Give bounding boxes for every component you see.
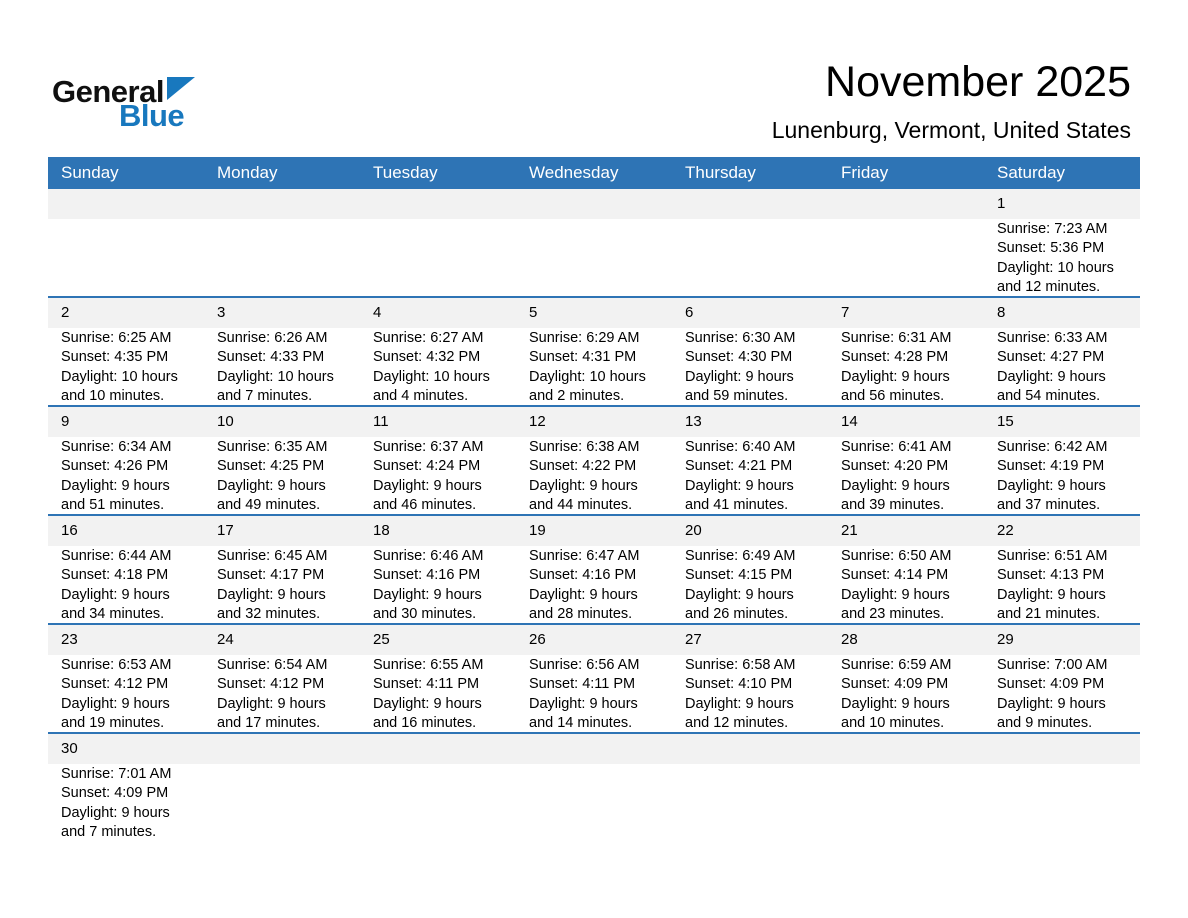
daylight-hours-text: Daylight: 9 hours [685,695,794,712]
day-details [516,764,672,841]
day-details [672,437,828,514]
calendar-location: Lunenburg, Vermont, United States [771,117,1131,144]
day-number: 6 [672,298,828,328]
sunset-text: Sunset: 4:16 PM [373,567,481,584]
day-number [516,189,672,219]
day-details [360,764,516,841]
sunset-text: Sunset: 4:10 PM [685,676,793,693]
week-row [48,732,1140,841]
weekday-label-wednesday: Wednesday [529,163,619,182]
week-row [48,514,1140,623]
sunset-text: Sunset: 4:32 PM [373,349,481,366]
daylight-minutes-text: and 39 minutes. [841,497,945,514]
sunrise-text: Sunrise: 6:45 AM [217,548,328,564]
day-details [204,764,360,841]
daylight-hours-text: Daylight: 9 hours [997,368,1106,385]
sunrise-text: Sunrise: 6:29 AM [529,330,640,346]
week-row [48,623,1140,732]
sunset-text: Sunset: 4:09 PM [841,676,949,693]
day-details [360,437,516,514]
daylight-minutes-text: and 9 minutes. [997,715,1093,732]
sunset-text: Sunset: 4:09 PM [997,676,1105,693]
daylight-minutes-text: and 56 minutes. [841,388,945,405]
sunrise-text: Sunrise: 6:37 AM [373,439,484,455]
day-cell [204,189,360,296]
day-details [984,219,1140,296]
day-cell [984,407,1140,514]
day-cell [360,516,516,623]
sunrise-text: Sunrise: 6:42 AM [997,439,1108,455]
day-cell [984,516,1140,623]
day-details [984,764,1140,841]
daylight-minutes-text: and 16 minutes. [373,715,477,732]
sunset-text: Sunset: 4:11 PM [373,676,480,693]
daylight-hours-text: Daylight: 9 hours [997,477,1106,494]
sunset-text: Sunset: 4:13 PM [997,567,1105,584]
day-number: 14 [828,407,984,437]
day-details [828,437,984,514]
daylight-hours-text: Daylight: 9 hours [61,477,170,494]
day-number: 13 [672,407,828,437]
day-details [204,437,360,514]
daylight-minutes-text: and 54 minutes. [997,388,1101,405]
day-cell [204,516,360,623]
logo-blue-text: Blue [119,98,185,133]
sunset-text: Sunset: 4:25 PM [217,458,325,475]
day-details [48,764,204,841]
day-details [360,546,516,623]
day-cell [984,189,1140,296]
sunrise-text: Sunrise: 6:38 AM [529,439,640,455]
day-details [360,328,516,405]
weeks-container [48,189,1140,841]
daylight-minutes-text: and 37 minutes. [997,497,1101,514]
daylight-minutes-text: and 32 minutes. [217,606,321,623]
day-cell [516,298,672,405]
sunrise-text: Sunrise: 6:27 AM [373,330,484,346]
day-cell [672,516,828,623]
day-details [984,546,1140,623]
sunrise-text: Sunrise: 6:41 AM [841,439,952,455]
daylight-minutes-text: and 41 minutes. [685,497,789,514]
day-details [984,655,1140,732]
day-cell [672,298,828,405]
sunset-text: Sunset: 4:16 PM [529,567,637,584]
day-cell [828,734,984,841]
daylight-hours-text: Daylight: 9 hours [61,586,170,603]
day-number: 11 [360,407,516,437]
sunset-text: Sunset: 4:09 PM [61,785,169,802]
day-number [204,189,360,219]
week-row [48,405,1140,514]
daylight-hours-text: Daylight: 9 hours [217,695,326,712]
daylight-minutes-text: and 51 minutes. [61,497,165,514]
day-details [516,328,672,405]
day-cell [360,625,516,732]
sunset-text: Sunset: 4:15 PM [685,567,793,584]
week-row [48,189,1140,296]
day-cell [48,298,204,405]
day-number: 9 [48,407,204,437]
sunrise-text: Sunrise: 6:46 AM [373,548,484,564]
day-details [204,219,360,296]
daylight-minutes-text: and 7 minutes. [61,824,157,841]
sunset-text: Sunset: 4:12 PM [61,676,169,693]
general-blue-logo [52,76,222,131]
day-number: 3 [204,298,360,328]
day-cell [48,189,204,296]
weekday-label-sunday: Sunday [61,163,119,182]
sunset-text: Sunset: 4:24 PM [373,458,481,475]
day-number: 30 [48,734,204,764]
calendar-grid [48,157,1140,841]
sunrise-text: Sunrise: 6:33 AM [997,330,1108,346]
daylight-minutes-text: and 4 minutes. [373,388,469,405]
day-number: 15 [984,407,1140,437]
daylight-minutes-text: and 23 minutes. [841,606,945,623]
week-row [48,296,1140,405]
daylight-hours-text: Daylight: 9 hours [529,695,638,712]
daylight-hours-text: Daylight: 9 hours [373,695,482,712]
day-details [828,328,984,405]
day-cell [48,625,204,732]
day-cell [204,734,360,841]
day-number [204,734,360,764]
day-cell [48,407,204,514]
daylight-hours-text: Daylight: 9 hours [685,586,794,603]
daylight-minutes-text: and 44 minutes. [529,497,633,514]
weekday-label-monday: Monday [217,163,278,182]
sunrise-text: Sunrise: 6:35 AM [217,439,328,455]
weekday-label-tuesday: Tuesday [373,163,438,182]
day-cell [828,625,984,732]
day-cell [672,625,828,732]
day-cell [984,734,1140,841]
sunrise-text: Sunrise: 6:25 AM [61,330,172,346]
day-cell [672,734,828,841]
sunrise-text: Sunrise: 6:30 AM [685,330,796,346]
day-number: 28 [828,625,984,655]
day-cell [672,407,828,514]
day-details [828,219,984,296]
day-details [516,437,672,514]
daylight-hours-text: Daylight: 9 hours [841,695,950,712]
sunset-text: Sunset: 4:22 PM [529,458,637,475]
daylight-hours-text: Daylight: 9 hours [685,477,794,494]
day-number: 27 [672,625,828,655]
day-number: 22 [984,516,1140,546]
day-details [48,655,204,732]
day-cell [828,516,984,623]
day-cell [516,516,672,623]
day-number: 20 [672,516,828,546]
day-cell [516,407,672,514]
daylight-minutes-text: and 12 minutes. [997,279,1101,296]
sunset-text: Sunset: 4:19 PM [997,458,1105,475]
sunrise-text: Sunrise: 6:47 AM [529,548,640,564]
daylight-minutes-text: and 7 minutes. [217,388,313,405]
sunrise-text: Sunrise: 6:26 AM [217,330,328,346]
daylight-hours-text: Daylight: 9 hours [529,586,638,603]
day-cell [48,516,204,623]
daylight-minutes-text: and 10 minutes. [841,715,945,732]
sunrise-text: Sunrise: 6:55 AM [373,657,484,673]
logo-general-text: General [52,74,164,109]
day-cell [672,189,828,296]
logo-pennant-icon [167,77,195,100]
daylight-minutes-text: and 10 minutes. [61,388,165,405]
day-cell [360,734,516,841]
daylight-minutes-text: and 46 minutes. [373,497,477,514]
daylight-minutes-text: and 26 minutes. [685,606,789,623]
day-details [48,546,204,623]
day-number [828,189,984,219]
day-cell [828,407,984,514]
day-details [360,219,516,296]
sunset-text: Sunset: 4:35 PM [61,349,169,366]
day-details [204,328,360,405]
day-number: 7 [828,298,984,328]
daylight-hours-text: Daylight: 9 hours [217,586,326,603]
day-number [672,189,828,219]
sunset-text: Sunset: 4:33 PM [217,349,325,366]
day-details [672,328,828,405]
sunrise-text: Sunrise: 6:44 AM [61,548,172,564]
weekday-label-thursday: Thursday [685,163,756,182]
daylight-minutes-text: and 2 minutes. [529,388,625,405]
daylight-hours-text: Daylight: 9 hours [997,695,1106,712]
sunset-text: Sunset: 4:28 PM [841,349,949,366]
day-number: 18 [360,516,516,546]
day-cell [828,298,984,405]
daylight-hours-text: Daylight: 10 hours [217,368,334,385]
day-number [360,189,516,219]
day-details [984,437,1140,514]
daylight-minutes-text: and 59 minutes. [685,388,789,405]
day-details [672,546,828,623]
day-cell [984,298,1140,405]
sunset-text: Sunset: 4:18 PM [61,567,169,584]
day-details [828,546,984,623]
day-cell [516,625,672,732]
day-details [48,437,204,514]
day-details [48,328,204,405]
daylight-minutes-text: and 49 minutes. [217,497,321,514]
day-details [672,655,828,732]
day-cell [516,734,672,841]
day-details [672,219,828,296]
sunset-text: Sunset: 4:17 PM [217,567,325,584]
day-cell [360,407,516,514]
daylight-minutes-text: and 30 minutes. [373,606,477,623]
day-number: 16 [48,516,204,546]
day-details [672,764,828,841]
day-number [48,189,204,219]
daylight-hours-text: Daylight: 9 hours [217,477,326,494]
day-cell [204,407,360,514]
daylight-hours-text: Daylight: 10 hours [997,259,1114,276]
day-details [984,328,1140,405]
day-cell [204,625,360,732]
day-details [204,546,360,623]
calendar-month-title: November 2025 [825,58,1131,106]
day-number: 26 [516,625,672,655]
day-details [48,219,204,296]
weekday-label-friday: Friday [841,163,889,182]
day-details [360,655,516,732]
day-number: 5 [516,298,672,328]
day-number: 10 [204,407,360,437]
sunrise-text: Sunrise: 6:31 AM [841,330,952,346]
sunset-text: Sunset: 4:31 PM [529,349,637,366]
daylight-hours-text: Daylight: 9 hours [997,586,1106,603]
daylight-hours-text: Daylight: 10 hours [61,368,178,385]
sunset-text: Sunset: 4:20 PM [841,458,949,475]
sunrise-text: Sunrise: 6:53 AM [61,657,172,673]
daylight-minutes-text: and 28 minutes. [529,606,633,623]
daylight-hours-text: Daylight: 9 hours [373,477,482,494]
day-number: 25 [360,625,516,655]
day-details [204,655,360,732]
day-details [828,764,984,841]
sunset-text: Sunset: 4:14 PM [841,567,949,584]
day-number [360,734,516,764]
day-number: 12 [516,407,672,437]
day-cell [828,189,984,296]
day-number [828,734,984,764]
sunset-text: Sunset: 4:30 PM [685,349,793,366]
day-number [516,734,672,764]
header-titles [772,58,1131,144]
day-number: 1 [984,189,1140,219]
daylight-minutes-text: and 34 minutes. [61,606,165,623]
daylight-minutes-text: and 12 minutes. [685,715,789,732]
day-details [828,655,984,732]
daylight-hours-text: Daylight: 9 hours [685,368,794,385]
sunrise-text: Sunrise: 6:40 AM [685,439,796,455]
sunrise-text: Sunrise: 7:23 AM [997,221,1108,237]
sunrise-text: Sunrise: 6:34 AM [61,439,172,455]
sunset-text: Sunset: 4:12 PM [217,676,325,693]
daylight-minutes-text: and 19 minutes. [61,715,165,732]
day-number: 2 [48,298,204,328]
daylight-hours-text: Daylight: 9 hours [841,368,950,385]
sunset-text: Sunset: 5:36 PM [997,240,1105,257]
sunrise-text: Sunrise: 6:56 AM [529,657,640,673]
day-number: 29 [984,625,1140,655]
daylight-minutes-text: and 14 minutes. [529,715,633,732]
day-number: 19 [516,516,672,546]
weekday-header-row [48,157,1140,189]
sunset-text: Sunset: 4:11 PM [529,676,636,693]
daylight-hours-text: Daylight: 9 hours [529,477,638,494]
sunrise-text: Sunrise: 6:49 AM [685,548,796,564]
day-cell [516,189,672,296]
day-details [516,655,672,732]
sunrise-text: Sunrise: 7:00 AM [997,657,1108,673]
day-cell [984,625,1140,732]
sunrise-text: Sunrise: 6:54 AM [217,657,328,673]
day-details [516,219,672,296]
day-cell [48,734,204,841]
day-number [984,734,1140,764]
sunrise-text: Sunrise: 6:59 AM [841,657,952,673]
sunset-text: Sunset: 4:26 PM [61,458,169,475]
daylight-hours-text: Daylight: 9 hours [373,586,482,603]
daylight-hours-text: Daylight: 9 hours [61,695,170,712]
day-cell [204,298,360,405]
sunrise-text: Sunrise: 6:50 AM [841,548,952,564]
daylight-hours-text: Daylight: 9 hours [841,477,950,494]
sunset-text: Sunset: 4:21 PM [685,458,793,475]
day-number: 4 [360,298,516,328]
day-number: 17 [204,516,360,546]
daylight-hours-text: Daylight: 9 hours [841,586,950,603]
day-number [672,734,828,764]
daylight-hours-text: Daylight: 9 hours [61,804,170,821]
daylight-hours-text: Daylight: 10 hours [373,368,490,385]
daylight-hours-text: Daylight: 10 hours [529,368,646,385]
day-details [516,546,672,623]
sunrise-text: Sunrise: 6:51 AM [997,548,1108,564]
daylight-minutes-text: and 17 minutes. [217,715,321,732]
daylight-minutes-text: and 21 minutes. [997,606,1101,623]
day-cell [360,189,516,296]
day-cell [360,298,516,405]
sunset-text: Sunset: 4:27 PM [997,349,1105,366]
weekday-label-saturday: Saturday [997,163,1066,182]
day-number: 23 [48,625,204,655]
sunrise-text: Sunrise: 7:01 AM [61,766,172,782]
sunrise-text: Sunrise: 6:58 AM [685,657,796,673]
day-number: 21 [828,516,984,546]
day-number: 24 [204,625,360,655]
day-number: 8 [984,298,1140,328]
